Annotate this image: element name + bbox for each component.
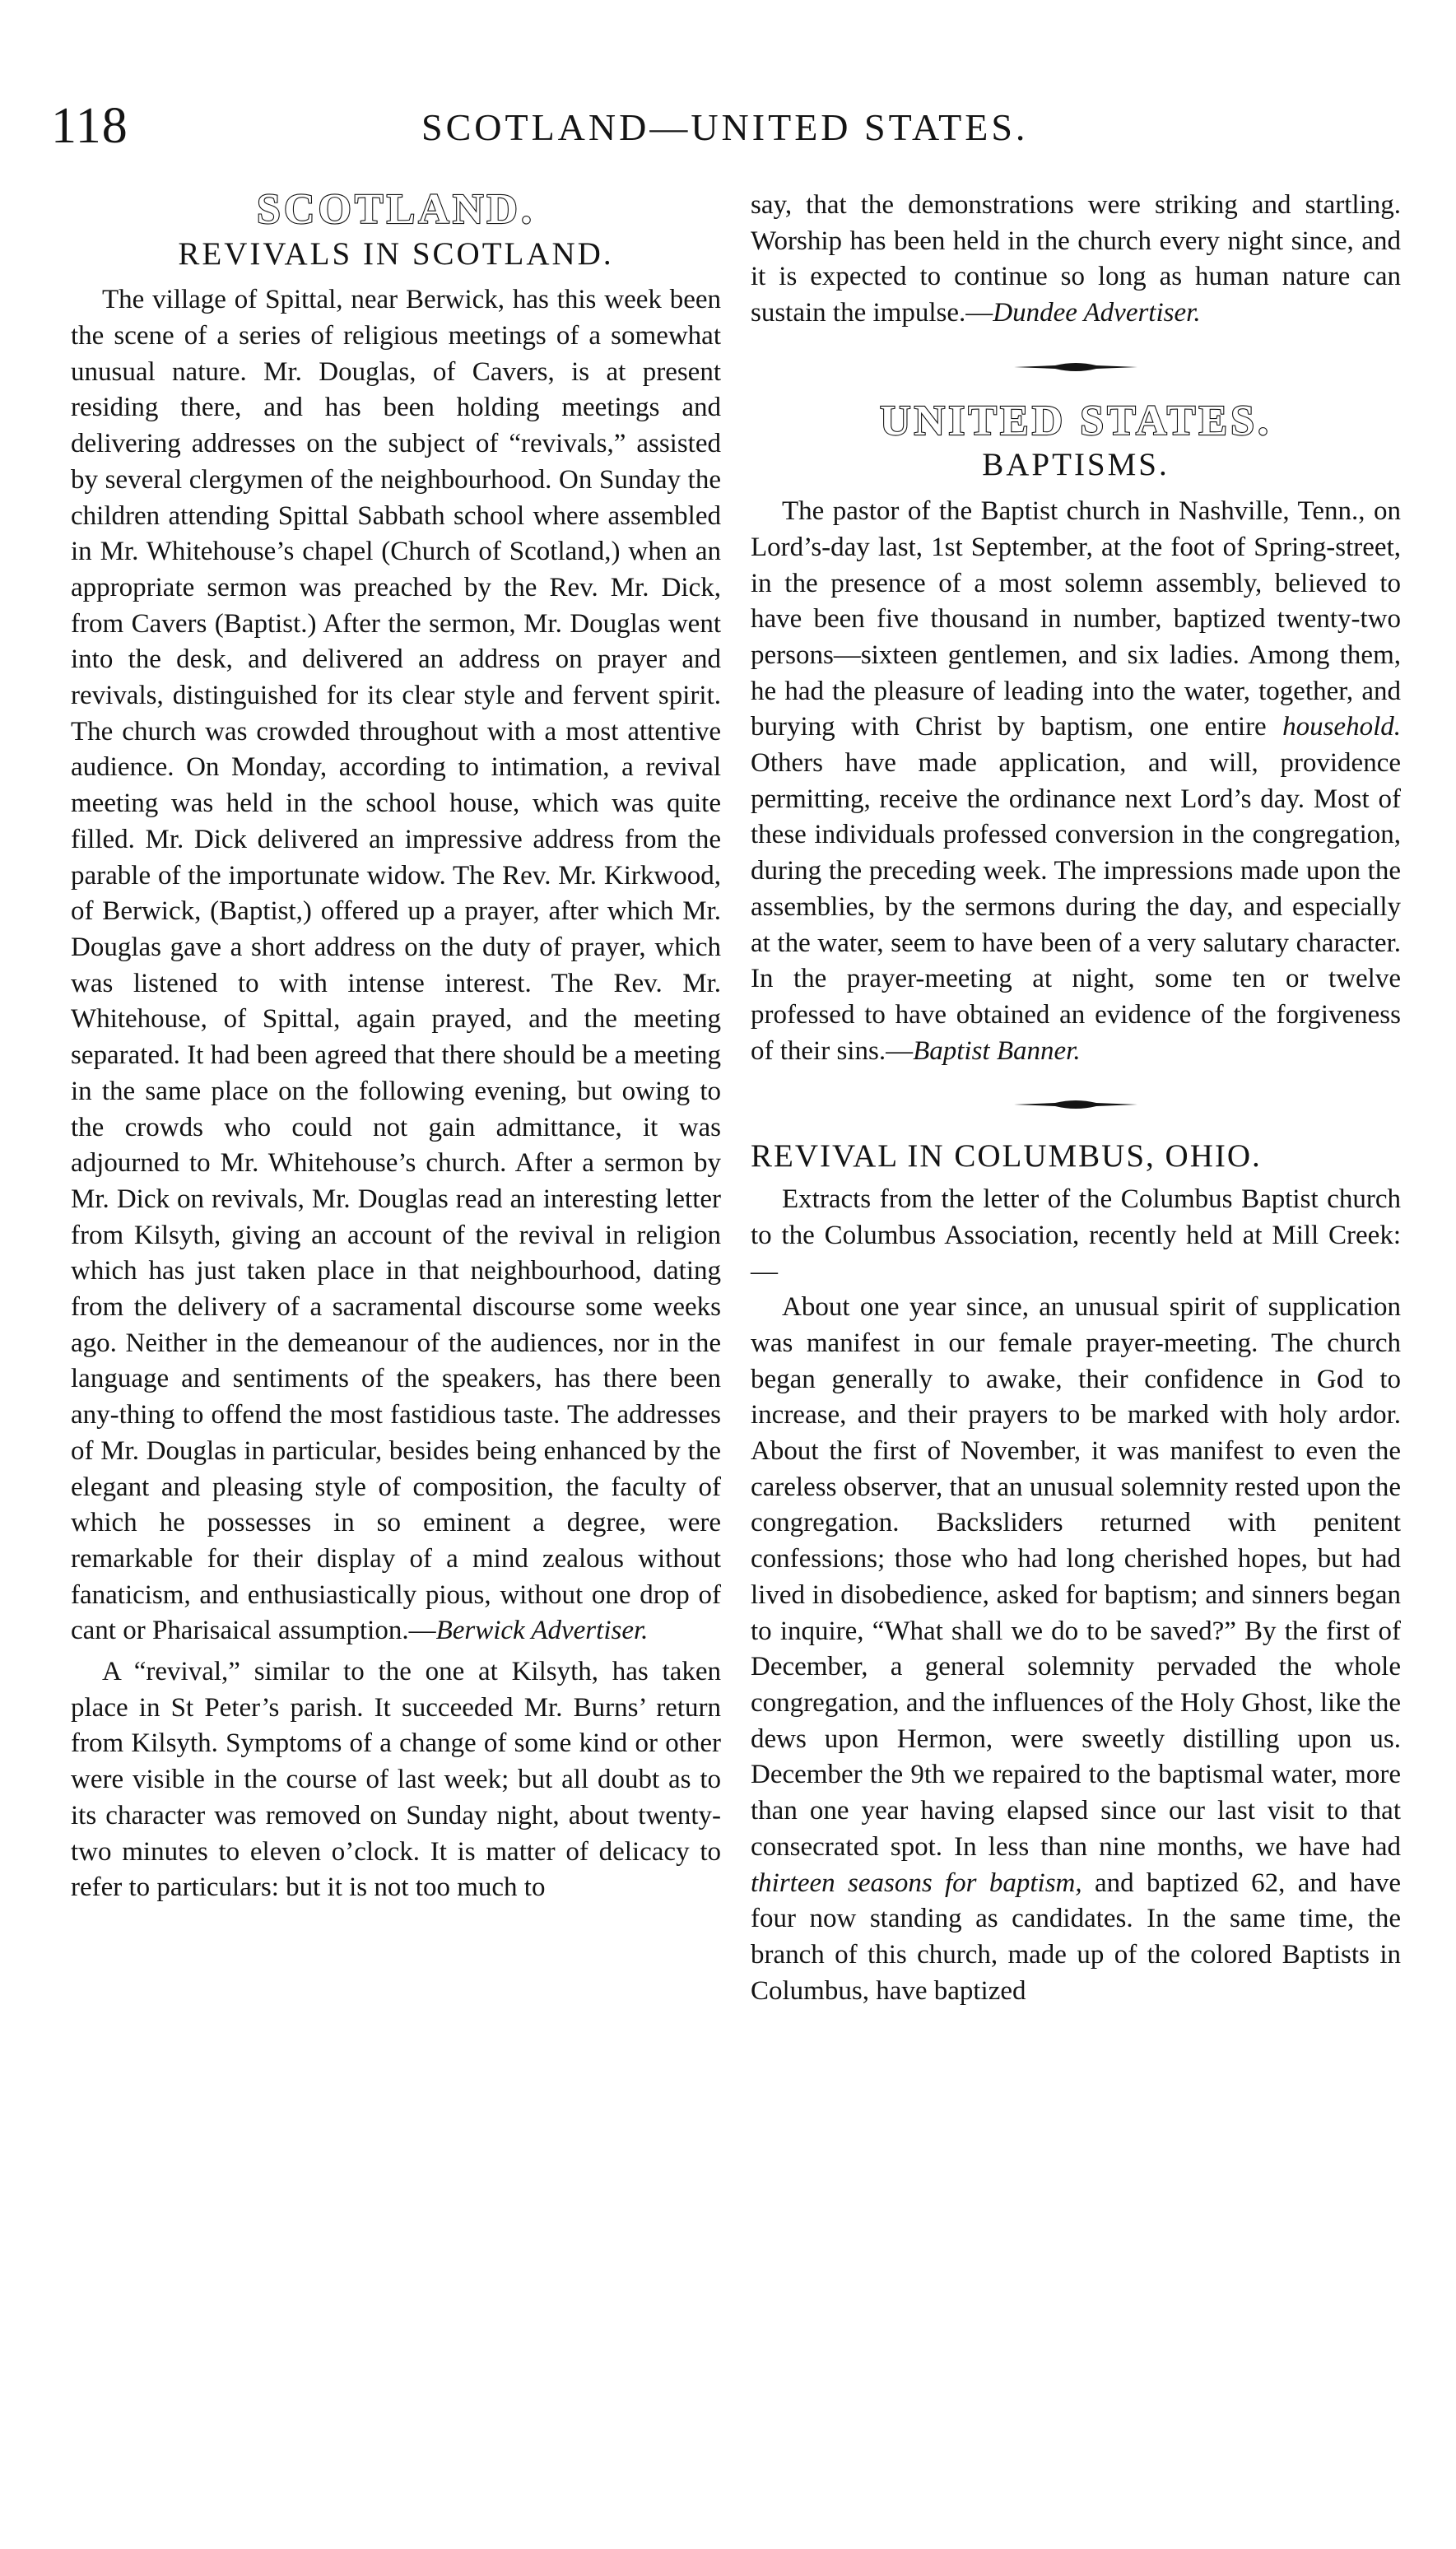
page-number: 118 — [51, 98, 128, 154]
section-title-scotland: SCOTLAND. — [257, 186, 535, 233]
running-head — [0, 97, 1456, 163]
article-spittal-text: The village of Spittal, near Berwick, has this week been the scene of a series of religious meetings of a somewhat unusual nature. Mr. Douglas, of Cavers, is at present residing there, and has been holding meetings and delivering addresses on the subject of “revivals,” assisted by several clergymen of the neighbourhood. On Sunday the children attending Spittal Sabbath school where assembled in Mr. Whitehouse’s chapel (Church of Scotland,) when an appropriate sermon was preached by the Rev. Mr. Dick, from Cavers (Baptist.) After the sermon, Mr. Douglas went into the desk, and delivered an address on prayer and revivals, distinguished for its clear style and fervent spirit. The church was crowded throughout with a most attentive audience. On Monday, according to intimation, a revival meeting was held in the school house, which was quite filled. Mr. Dick delivered an impressive address from the parable of the importunate widow. The Rev. Mr. Kirkwood, of Berwick, (Baptist,) offered up a prayer, after which Mr. Douglas gave a short address on the duty of prayer, which was listened to with intense interest. The Rev. Mr. Whitehouse, of Spittal, again prayed, and the meeting separated. It had been agreed that there should be a meeting in the same place on the following evening, but owing to the crowds who could not gain admittance, it was adjourned to Mr. Whitehouse’s church. After a sermon by Mr. Dick on revivals, Mr. Douglas read an interesting letter from Kilsyth, giving an account of the revival in religion which has just taken place in that neighbourhood, dating from the delivery of a sacramental discourse some weeks ago. Neither in the demeanour of the audiences, nor in the language and sentiments of the speakers, has there been any-thing to offend the most fastidious taste. The addresses of Mr. Douglas in particular, besides being enhanced by the elegant and pleasing style of composition, the faculty of which he possesses in so eminent a degree, were remarkable for their display of a mind zealous without fanaticism, and enthusiastically pious, without one drop of cant or Pharisaical assumption.— — [71, 285, 721, 1646]
article-title-revivals-in-scotland: REVIVALS IN SCOTLAND. — [178, 235, 614, 272]
article-spittal-paragraph — [71, 282, 721, 1649]
source-baptist-banner: Baptist Banner. — [913, 1035, 1081, 1066]
article-title-revival-in-columbus: REVIVAL IN COLUMBUS, OHIO. — [751, 1138, 1262, 1174]
article-baptisms-paragraph — [751, 494, 1401, 1069]
article-st-peters-paragraph: A “revival,” similar to the one at Kilsyth, has taken place in St Peter’s parish. It succeeded Mr. Burns’ return from Kilsyth. Symptoms of a change of some kind or other were visible in the course of last week; but all doubt as to its character was removed on Sunday night, about twenty-two minutes to eleven o’clock. It is matter of delicacy to refer to particulars: but it is not too much to — [71, 1657, 721, 1903]
source-dundee-advertiser: Dundee Advertiser. — [993, 298, 1201, 328]
running-title: SCOTLAND—UNITED STATES. — [421, 106, 1029, 148]
source-berwick-advertiser: Berwick Advertiser. — [435, 1616, 649, 1646]
right-column — [751, 188, 1401, 2009]
article-st-peters-continued-text: say, that the demonstrations were striking and startling. Worship has been held in the church every night since, and it is expected to continue so long as human nature can sustain the impulse.— — [751, 190, 1401, 328]
emphasis-household: household. — [1282, 712, 1401, 742]
emphasis-thirteen-seasons: thirteen seasons for baptism, — [751, 1868, 1082, 1898]
article-columbus-paragraph — [751, 1290, 1401, 2009]
ornamental-divider-1 — [1014, 360, 1137, 374]
article-st-peters-continued — [751, 188, 1401, 332]
section-title-united-states: UNITED STATES. — [880, 397, 1272, 444]
article-baptisms-text: The pastor of the Baptist church in Nashville, Tenn., on Lord’s-day last, 1st September, at the foot of Spring-street, in the presence of a most solemn assembly, believed to have been five thousand in number, baptized twenty-two persons—sixteen gentlemen, and six ladies. Among them, he had the pleasure of leading into the water, together, and burying with Christ by baptism, one entire — [751, 496, 1401, 742]
article-title-baptisms: BAPTISMS. — [982, 447, 1170, 483]
ornamental-divider-2 — [1014, 1097, 1137, 1112]
article-columbus-intro: Extracts from the letter of the Columbus Baptist church to the Columbus Association, recently held at Mill Creek:— — [751, 1184, 1401, 1286]
article-columbus-text-after: and baptized 62, and have four now standing as candidates. In the same time, the branch of this church, made up of the colored Baptists in Columbus, have baptized — [751, 1868, 1401, 2006]
left-column — [71, 188, 721, 1906]
article-baptisms-text-after: Others have made application, and will, providence permitting, receive the ordinance next Lord’s day. Most of these individuals professed conversion in the congregation, during the preceding week. The impressions made upon the assemblies, by the sermons during the day, and especially at the water, seem to have been of a very salutary character. In the prayer-meeting at night, some ten or twelve professed to have obtained an evidence of the forgiveness of their sins.— — [751, 748, 1401, 1066]
article-columbus-text: About one year since, an unusual spirit of supplication was manifest in our female prayer-meeting. The church began generally to awake, their confidence in God to increase, and their prayers to be marked with holy ardor. About the first of November, it was manifest to even the careless observer, that an unusual solemnity rested upon the congregation. Backsliders returned with penitent confessions; those who had long cherished hopes, but had lived in disobedience, asked for baptism; and sinners began to inquire, “What shall we do to be saved?” By the first of December, a general solemnity pervaded the whole congregation, and the influences of the Holy Ghost, like the dews upon Hermon, were sweetly distilling upon us. December the 9th we repaired to the baptismal water, more than one year having elapsed since our last visit to that consecrated spot. In less than nine months, we have had — [751, 1292, 1401, 1862]
